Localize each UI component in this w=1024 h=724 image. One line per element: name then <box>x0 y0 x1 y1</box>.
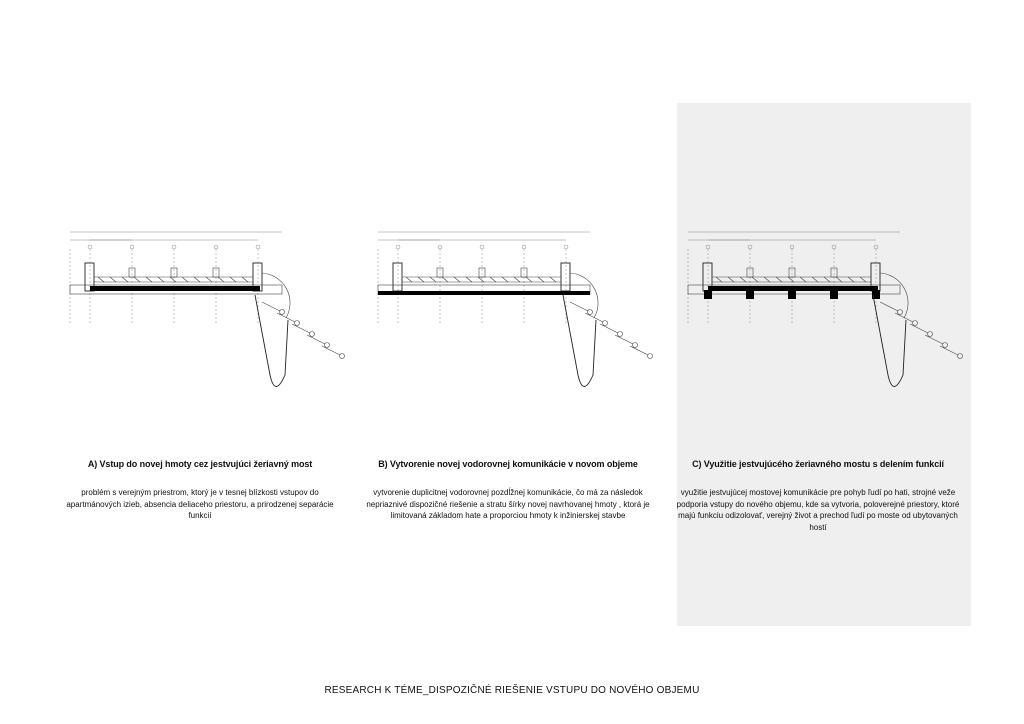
grid-axis-marker <box>480 245 484 249</box>
gate-roller <box>295 321 300 326</box>
variant-a-description: problém s verejným priestrom, ktorý je v tesnej blízkosti vstupov do apartmánových izieb, absencia deliaceho priestoru, a prirodzenej separácie funkcií <box>66 488 334 520</box>
truss-diagonal <box>146 277 152 282</box>
gate-rib <box>585 313 603 322</box>
lifting-gate <box>873 295 906 387</box>
truss-diagonal <box>836 277 842 282</box>
grid-axis-marker <box>832 245 836 249</box>
truss-diagonal <box>514 277 520 282</box>
machine-tower-entrance <box>746 290 754 299</box>
gate-roller <box>898 310 903 315</box>
truss-diagonal <box>194 277 200 282</box>
truss-diagonal <box>406 277 412 282</box>
grid-axis-marker <box>522 245 526 249</box>
crane-tower-right <box>561 263 570 291</box>
crane-tower-left <box>393 263 402 291</box>
truss-diagonal <box>454 277 460 282</box>
grid-axis-marker <box>748 245 752 249</box>
gate-roller <box>958 354 963 359</box>
truss-diagonal <box>134 277 140 282</box>
gate-roller <box>648 354 653 359</box>
truss-diagonal <box>490 277 496 282</box>
grid-axis-marker <box>564 245 568 249</box>
truss-diagonal <box>800 277 806 282</box>
gate-roller <box>928 332 933 337</box>
machine-tower-entrance <box>788 290 796 299</box>
truss-diagonal <box>206 277 212 282</box>
gate-rib <box>262 302 280 311</box>
grid-axis-marker <box>214 245 218 249</box>
lifting-gate <box>255 295 288 387</box>
truss-diagonal <box>442 277 448 282</box>
footer-title: RESEARCH K TÉME_DISPOZIČNÉ RIEŠENIE VSTUPU DO NOVÉHO OBJEMU <box>324 685 700 696</box>
truss-diagonal <box>812 277 818 282</box>
truss-diagonal <box>218 277 224 282</box>
bridge-deck-slab <box>90 286 260 291</box>
gate-roller <box>618 332 623 337</box>
truss-diagonal <box>478 277 484 282</box>
truss-diagonal <box>230 277 236 282</box>
gate-rib <box>322 346 340 355</box>
section-drawing-b <box>358 230 678 465</box>
gate-rib <box>292 324 310 333</box>
grid-axis-marker <box>172 245 176 249</box>
variant-c <box>668 210 968 570</box>
truss-diagonal <box>418 277 424 282</box>
gate-rib <box>895 313 913 322</box>
grid-axis-marker <box>130 245 134 249</box>
truss-diagonal <box>752 277 758 282</box>
variant-b-description: vytvorenie duplicitnej vodorovnej pozdĺžnej komunikácie, čo má za následok nepriaznivé dispozičné riešenie a stratu šírky novej navrhovanej hmoty , ktorá je limitovaná základom hate a proporciou hmoty k inžinierskej stavbe <box>366 488 650 520</box>
truss-diagonal <box>716 277 722 282</box>
variant-b-title: B) Vytvorenie novej vodorovnej komunikácie v novom objeme <box>378 459 638 469</box>
lifting-gate <box>563 295 596 387</box>
gate-rib <box>600 324 618 333</box>
truss-diagonal <box>526 277 532 282</box>
truss-diagonal <box>170 277 176 282</box>
gate-roller <box>280 310 285 315</box>
gate-rib <box>615 335 633 344</box>
grid-axis-marker <box>790 245 794 249</box>
variant-a-title: A) Vstup do novej hmoty cez jestvujúci žeriavný most <box>87 459 313 469</box>
truss-diagonal <box>740 277 746 282</box>
gate-swing-arc <box>570 273 598 318</box>
grid-axis-marker <box>874 245 878 249</box>
grid-axis-marker <box>396 245 400 249</box>
truss-diagonal <box>776 277 782 282</box>
variant-c-description: využitie jestvujúcej mostovej komunikácie pre pohyb ľudí po hati, strojné veže podporia vstupy do nového objemu, kde sa vytvoria, poloverejné priestory, ktoré majú funkciu odizolovať, verejný život a prechod ľudí po moste od ubytovaných hostí <box>676 488 960 532</box>
truss-diagonal <box>764 277 770 282</box>
grid-axis-marker <box>88 245 92 249</box>
gate-roller <box>943 343 948 348</box>
truss-diagonal <box>502 277 508 282</box>
section-drawing-a <box>50 230 370 465</box>
new-corridor-slab <box>378 291 590 295</box>
gate-roller <box>913 321 918 326</box>
truss-diagonal <box>538 277 544 282</box>
gate-swing-arc <box>880 273 908 318</box>
machine-tower-entrance <box>830 290 838 299</box>
variant-a <box>50 210 350 570</box>
truss-diagonal <box>550 277 556 282</box>
truss-diagonal <box>848 277 854 282</box>
gate-rib <box>630 346 648 355</box>
truss-diagonal <box>122 277 128 282</box>
machine-tower-entrance <box>704 290 712 299</box>
truss-diagonal <box>728 277 734 282</box>
truss-diagonal <box>430 277 436 282</box>
gate-roller <box>340 354 345 359</box>
truss-diagonal <box>98 277 104 282</box>
truss-diagonal <box>110 277 116 282</box>
gate-roller <box>633 343 638 348</box>
grid-axis-marker <box>438 245 442 249</box>
gate-roller <box>603 321 608 326</box>
truss-diagonal <box>788 277 794 282</box>
gate-rib <box>940 346 958 355</box>
gate-rib <box>570 302 588 311</box>
gate-rib <box>925 335 943 344</box>
section-drawing-c <box>668 230 988 465</box>
truss-diagonal <box>182 277 188 282</box>
gate-swing-arc <box>262 273 290 318</box>
gate-roller <box>325 343 330 348</box>
variant-b <box>358 210 658 570</box>
gate-roller <box>588 310 593 315</box>
truss-diagonal <box>860 277 866 282</box>
truss-diagonal <box>158 277 164 282</box>
gate-rib <box>307 335 325 344</box>
truss-diagonal <box>466 277 472 282</box>
gate-rib <box>910 324 928 333</box>
truss-diagonal <box>824 277 830 282</box>
variant-c-title: C) Využitie jestvujúcého žeriavného mostu s delením funkcií <box>692 459 944 469</box>
gate-rib <box>277 313 295 322</box>
grid-axis-marker <box>706 245 710 249</box>
gate-roller <box>310 332 315 337</box>
truss-diagonal <box>242 277 248 282</box>
gate-rib <box>880 302 898 311</box>
grid-axis-marker <box>256 245 260 249</box>
